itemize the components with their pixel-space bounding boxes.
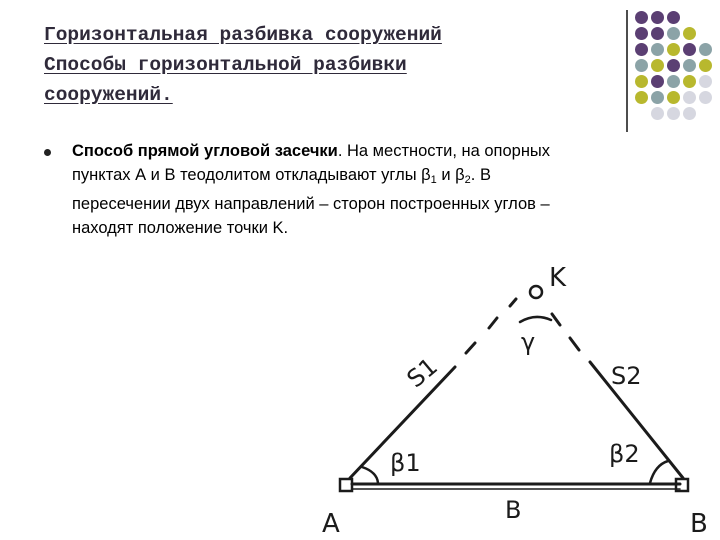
dot [635,75,648,88]
dot [699,91,712,104]
line2-b: и β [436,166,465,184]
station-a-marker [340,479,352,491]
dot [635,11,648,24]
paragraph-line-1 [72,139,672,163]
paragraph-line-2 [72,163,672,192]
dot [699,59,712,72]
dot [667,91,680,104]
dot [651,11,664,24]
label-beta2: β2 [609,440,640,468]
bullet-marker [44,149,51,156]
label-gamma: γ [521,328,536,356]
subscript-2: 2 [464,174,471,186]
label-s2: S2 [611,362,642,390]
label-b-base: B [505,496,522,524]
angle-arc-gamma [520,317,551,322]
dot [667,43,680,56]
dot [651,75,664,88]
dot [683,27,696,40]
slide-title [44,20,584,110]
side-s1-dash [489,318,497,328]
side-s1-dash [466,343,475,353]
side-s2-dash [570,338,579,350]
dot [651,91,664,104]
paragraph-line-3: пересечении двух направлений – сторон построенных углов – [72,195,550,213]
paragraph-line-4: находят положение точки K. [72,219,289,237]
title-line-1: Горизонтальная разбивка сооружений [44,24,442,46]
dot [635,43,648,56]
dot [667,59,680,72]
line2-a: пунктах А и В теодолитом откладывают углы β [72,166,431,184]
dot [635,27,648,40]
line1-rest: . На местности, на опорных [337,142,551,160]
angle-arc-b1 [362,467,378,483]
title-line-3: сооружений. [44,84,173,106]
side-s2-dash [552,314,560,325]
triangulation-diagram [0,250,720,540]
dot [667,107,680,120]
dot [667,75,680,88]
label-a: A [322,509,340,539]
dot [683,75,696,88]
label-beta1: β1 [390,449,421,477]
label-k: K [549,263,567,293]
title-line-2: Способы горизонтальной разбивки [44,54,407,76]
subscript-1: 1 [430,174,437,186]
bullet-paragraph [72,139,672,240]
dot [667,27,680,40]
dot [635,59,648,72]
dot [683,43,696,56]
label-s1: S1 [401,352,443,394]
dot [667,11,680,24]
angle-arc-b2 [650,461,668,483]
dot [651,107,664,120]
dot [683,107,696,120]
dot [683,59,696,72]
side-s1-dash [510,299,516,306]
dot [651,27,664,40]
point-k-marker [530,286,542,298]
dot [699,43,712,56]
dot [683,91,696,104]
dot [635,91,648,104]
decorative-divider [626,10,628,132]
method-name: Способ прямой угловой засечки [72,142,338,160]
dot [651,43,664,56]
dot [699,75,712,88]
label-b-station: B [690,509,708,539]
line2-c: . В [470,166,491,184]
dot [651,59,664,72]
